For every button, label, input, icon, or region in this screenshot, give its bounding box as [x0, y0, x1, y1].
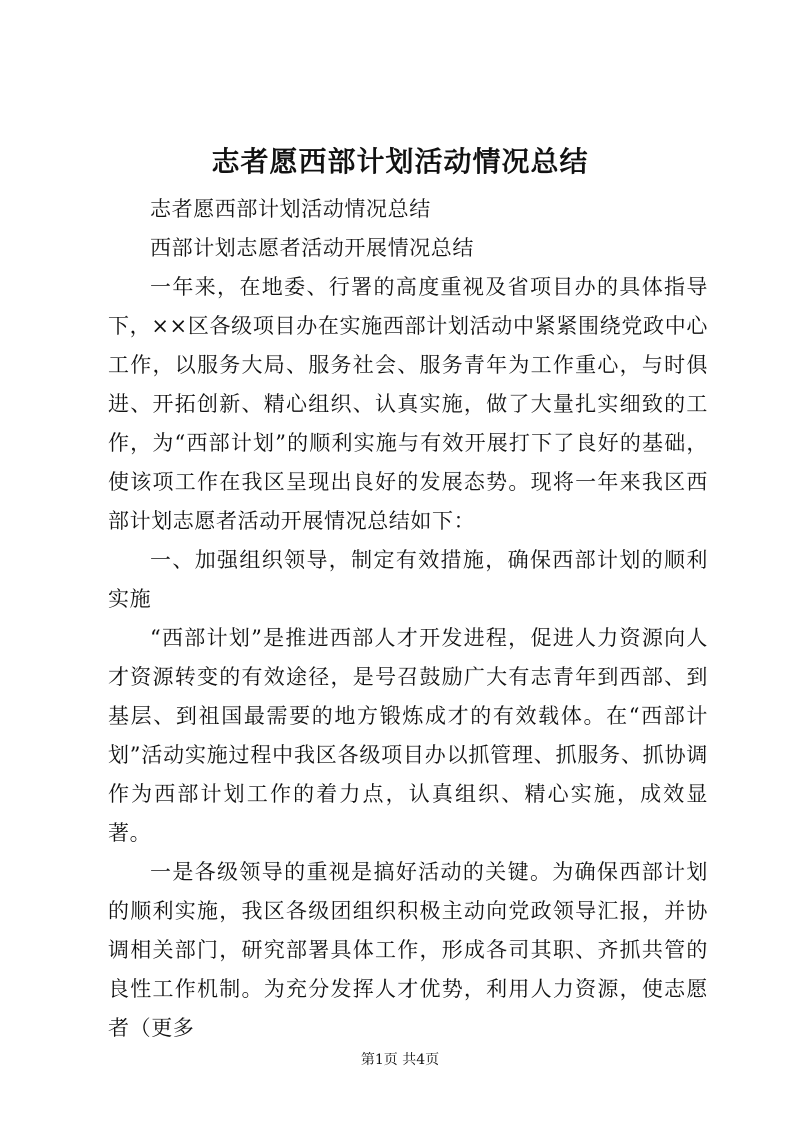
paragraph-subtitle-2: 西部计划志愿者活动开展情况总结 — [150, 236, 474, 260]
page-number-footer: 第1页 共4页 — [360, 1052, 440, 1068]
paragraph-section-1: “西部计划”是推进西部人才开发进程，促进人力资源向人才资源转变的有效途径，是号召鼓励广大有志青年到西部、到基层、到祖国最需要的地方锻炼成才的有效载体。在“西部计划”活动实施过程中我区各级项目办以抓管理、抓服务、抓协调作为西部计划工作的着力点，认真组织、精心实施，成效显著。 — [108, 626, 708, 845]
document-body — [108, 190, 708, 1048]
paragraph-subtitle-1: 志者愿西部计划活动情况总结 — [150, 197, 431, 221]
section-heading-1: 一、加强组织领导，制定有效措施，确保西部计划的顺利实施 — [108, 548, 708, 611]
paragraph-point-1: 一是各级领导的重视是搞好活动的关键。为确保西部计划的顺利实施，我区各级团组织积极主动向党政领导汇报，并协调相关部门，研究部署具体工作，形成各司其职、齐抓共管的良性工作机制。为充分发挥人才优势，利用人力资源，使志愿者（更多 — [108, 860, 708, 1040]
paragraph-intro: 一年来，在地委、行署的高度重视及省项目办的具体指导下，××区各级项目办在实施西部计划活动中紧紧围绕党政中心工作，以服务大局、服务社会、服务青年为工作重心，与时俱进、开拓创新、精心组织、认真实施，做了大量扎实细致的工作，为“西部计划”的顺利实施与有效开展打下了良好的基础，使该项工作在我区呈现出良好的发展态势。现将一年来我区西部计划志愿者活动开展情况总结如下： — [108, 275, 708, 533]
document-title: 志者愿西部计划活动情况总结 — [211, 145, 589, 178]
